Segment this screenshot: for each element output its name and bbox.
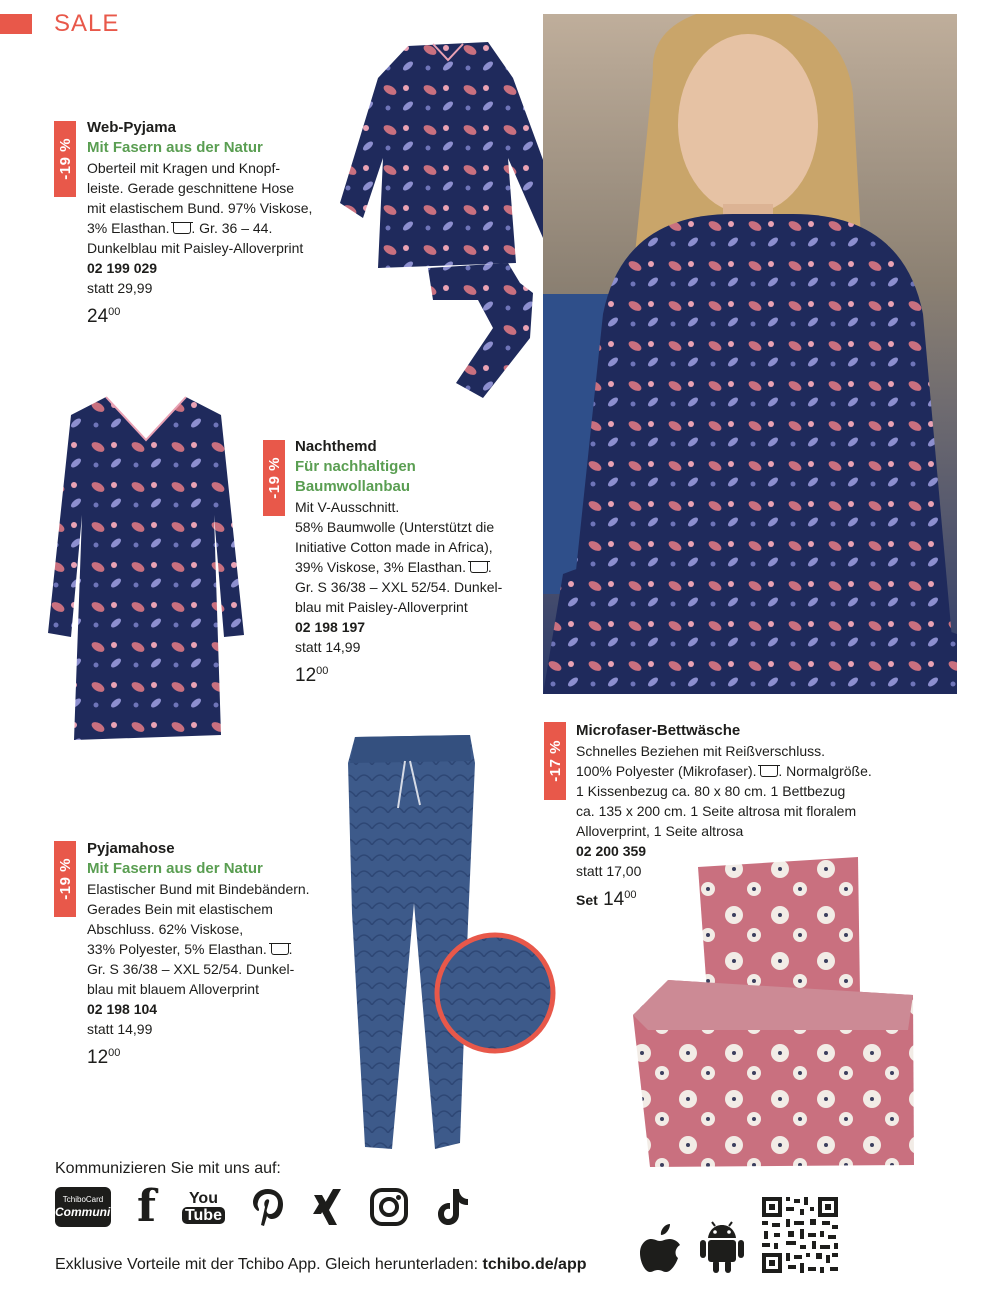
old-price: statt 14,99 [295, 639, 361, 655]
desc-line: blau mit Paisley-Alloverprint [295, 599, 468, 615]
product-nachthemd [295, 437, 530, 686]
desc-line: Elastischer Bund mit Bindebändern. [87, 881, 310, 897]
desc-line: Gerades Bein mit elastischem [87, 901, 273, 917]
desc-line: Mit V-Ausschnitt. [295, 499, 400, 515]
desc-line: Gr. S 36/38 – XXL 52/54. Dunkel- [295, 579, 503, 595]
article-number: 02 200 359 [576, 843, 647, 859]
tiktok-icon[interactable] [435, 1187, 471, 1227]
desc-line: Gr. S 36/38 – XXL 52/54. Dunkel- [87, 961, 295, 977]
old-price: statt 17,00 [576, 863, 642, 879]
desc-line: mit elastischem Bund. 97% Viskose, [87, 200, 313, 216]
community-icon[interactable]: TchiboCard Community [55, 1187, 111, 1227]
wash-30-icon [470, 561, 488, 573]
desc-line: Oberteil mit Kragen und Knopf- [87, 160, 280, 176]
discount-badge-pyjamahose: -19 % [54, 841, 76, 917]
desc-line: Schnelles Beziehen mit Reißverschluss. [576, 743, 825, 759]
desc-line: blau mit blauem Alloverprint [87, 981, 259, 997]
apple-icon[interactable] [640, 1220, 686, 1274]
social-icons [55, 1181, 471, 1232]
discount-badge-nachthemd: -19 % [263, 440, 285, 516]
price: $12^{00}$ [295, 665, 329, 686]
old-price: statt 14,99 [87, 1021, 153, 1037]
discount-badge-pyjama: -19 % [54, 121, 76, 197]
article-number: 02 199 029 [87, 260, 158, 276]
wash-30-icon [271, 943, 289, 955]
wash-30-icon [173, 222, 191, 234]
desc-line: 58% Baumwolle (Unterstützt die [295, 519, 495, 535]
social-title: Kommunizieren Sie mit uns auf: [55, 1160, 281, 1177]
old-price: statt 29,99 [87, 280, 153, 296]
desc-line: 100% Polyester (Mikrofaser). . Normalgröße. [576, 763, 872, 779]
desc-line: Abschluss. 62% Viskose, [87, 921, 244, 937]
price: $12^{00}$ [87, 1047, 121, 1068]
product-web-pyjama [87, 118, 337, 327]
product-subtitle: Mit Fasern aus der Natur [87, 860, 263, 877]
qr-code[interactable] [760, 1195, 840, 1275]
product-title: Microfaser-Bettwäsche [576, 722, 741, 739]
pants-image [340, 733, 560, 1151]
app-link[interactable]: tchibo.de/app [482, 1256, 587, 1273]
pinterest-icon[interactable] [251, 1187, 285, 1227]
desc-line: Dunkelblau mit Paisley-Alloverprint [87, 240, 304, 256]
desc-line: 39% Viskose, 3% Elasthan. . [295, 559, 492, 575]
desc-line: leiste. Gerade geschnittene Hose [87, 180, 295, 196]
article-number: 02 198 104 [87, 1001, 158, 1017]
product-pyjamahose [87, 839, 337, 1068]
product-subtitle: Für nachhaltigen [295, 458, 416, 475]
facebook-icon[interactable]: f [137, 1181, 156, 1232]
wash-30-icon [760, 765, 778, 777]
product-subtitle: Baumwollanbau [295, 478, 411, 495]
desc-line: 3% Elasthan. . Gr. 36 – 44. [87, 220, 273, 236]
price: $24^{00}$ [87, 306, 121, 327]
xing-icon[interactable] [311, 1187, 343, 1227]
woman-photo [543, 14, 957, 694]
discount-badge-bettwaesche: -17 % [544, 722, 566, 800]
product-title: Web-Pyjama [87, 119, 176, 136]
android-icon[interactable] [699, 1220, 745, 1274]
sale-bar [0, 14, 32, 34]
sale-label: SALE [54, 10, 120, 37]
instagram-icon[interactable] [369, 1187, 409, 1227]
article-number: 02 198 197 [295, 619, 366, 635]
desc-line: 1 Kissenbezug ca. 80 x 80 cm. 1 Bettbezug [576, 783, 846, 799]
desc-line: Initiative Cotton made in Africa), [295, 539, 493, 555]
bedding-image [628, 855, 918, 1167]
price: Set $14^{00}$ [576, 889, 637, 910]
desc-line: 33% Polyester, 5% Elasthan. . [87, 941, 293, 957]
youtube-icon[interactable]: You Tube [182, 1190, 225, 1224]
desc-line: Alloverprint, 1 Seite altrosa [576, 823, 744, 839]
footer-text: Exklusive Vorteile mit der Tchibo App. Gleich herunterladen: tchibo.de/app [55, 1256, 587, 1273]
product-title: Pyjamahose [87, 840, 175, 857]
product-subtitle: Mit Fasern aus der Natur [87, 139, 263, 156]
nightgown-image [46, 395, 246, 740]
product-title: Nachthemd [295, 438, 377, 455]
desc-line: ca. 135 x 200 cm. 1 Seite altrosa mit floralem [576, 803, 857, 819]
pyjama-image [338, 38, 578, 403]
